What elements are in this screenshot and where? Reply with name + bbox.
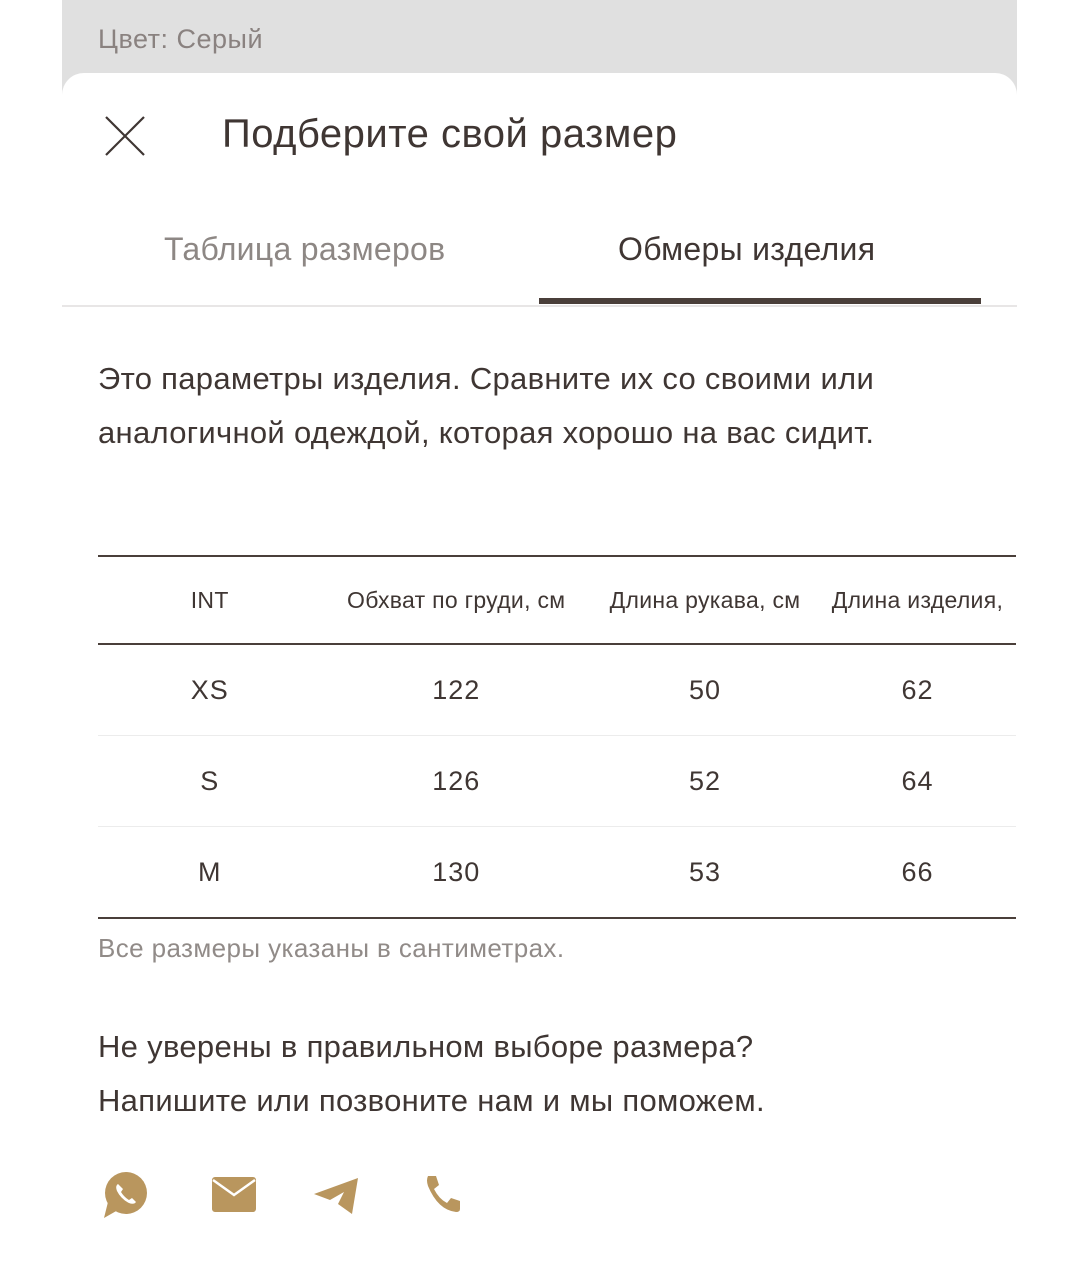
mail-icon xyxy=(208,1170,258,1220)
header-int: INT xyxy=(190,587,229,613)
active-tab-indicator xyxy=(539,298,981,304)
help-line-1: Не уверены в правильном выборе размера? xyxy=(98,1029,754,1064)
telegram-button[interactable] xyxy=(312,1170,362,1220)
whatsapp-button[interactable] xyxy=(100,1170,150,1220)
cell-chest: 130 xyxy=(432,856,481,887)
table-row xyxy=(98,736,1016,827)
sheet-title: Подберите свой размер xyxy=(222,112,678,156)
help-text xyxy=(98,1020,765,1128)
tab-measurements[interactable]: Обмеры изделия xyxy=(618,231,876,267)
cell-chest: 126 xyxy=(432,765,481,796)
color-label: Цвет: Серый xyxy=(98,24,264,54)
intro-text: Это параметры изделия. Сравните их со своими или аналогичной одеждой, которая хорошо на вас сидит. xyxy=(98,361,875,450)
help-line-2: Напишите или позвоните нам и мы поможем. xyxy=(98,1083,765,1118)
email-button[interactable] xyxy=(208,1170,258,1220)
table-row xyxy=(98,827,1016,919)
table-row xyxy=(98,644,1016,736)
cell-size: M xyxy=(197,856,222,887)
tab-bar xyxy=(62,215,1017,307)
cell-sleeve: 50 xyxy=(688,674,721,705)
units-note: Все размеры указаны в сантиметрах. xyxy=(98,933,565,963)
cell-length: 66 xyxy=(901,856,934,887)
cell-sleeve: 53 xyxy=(688,856,721,887)
tab-size-chart[interactable]: Таблица размеров xyxy=(164,231,446,267)
header-sleeve: Длина рукава, см xyxy=(609,587,801,613)
close-button[interactable] xyxy=(104,115,146,157)
table-header-row xyxy=(98,556,1016,644)
cell-length: 62 xyxy=(901,674,934,705)
phone-button[interactable] xyxy=(420,1170,470,1220)
whatsapp-icon xyxy=(100,1170,150,1220)
cell-size: XS xyxy=(190,674,229,705)
cell-sleeve: 52 xyxy=(688,765,721,796)
phone-icon xyxy=(420,1170,470,1220)
cell-length: 64 xyxy=(901,765,934,796)
cell-size: S xyxy=(200,765,220,796)
header-length: Длина изделия, xyxy=(831,587,1004,613)
measurements-table xyxy=(98,555,1016,919)
telegram-icon xyxy=(312,1170,362,1220)
cell-chest: 122 xyxy=(432,674,481,705)
close-icon xyxy=(104,115,146,157)
header-chest: Обхват по груди, см xyxy=(347,587,566,613)
